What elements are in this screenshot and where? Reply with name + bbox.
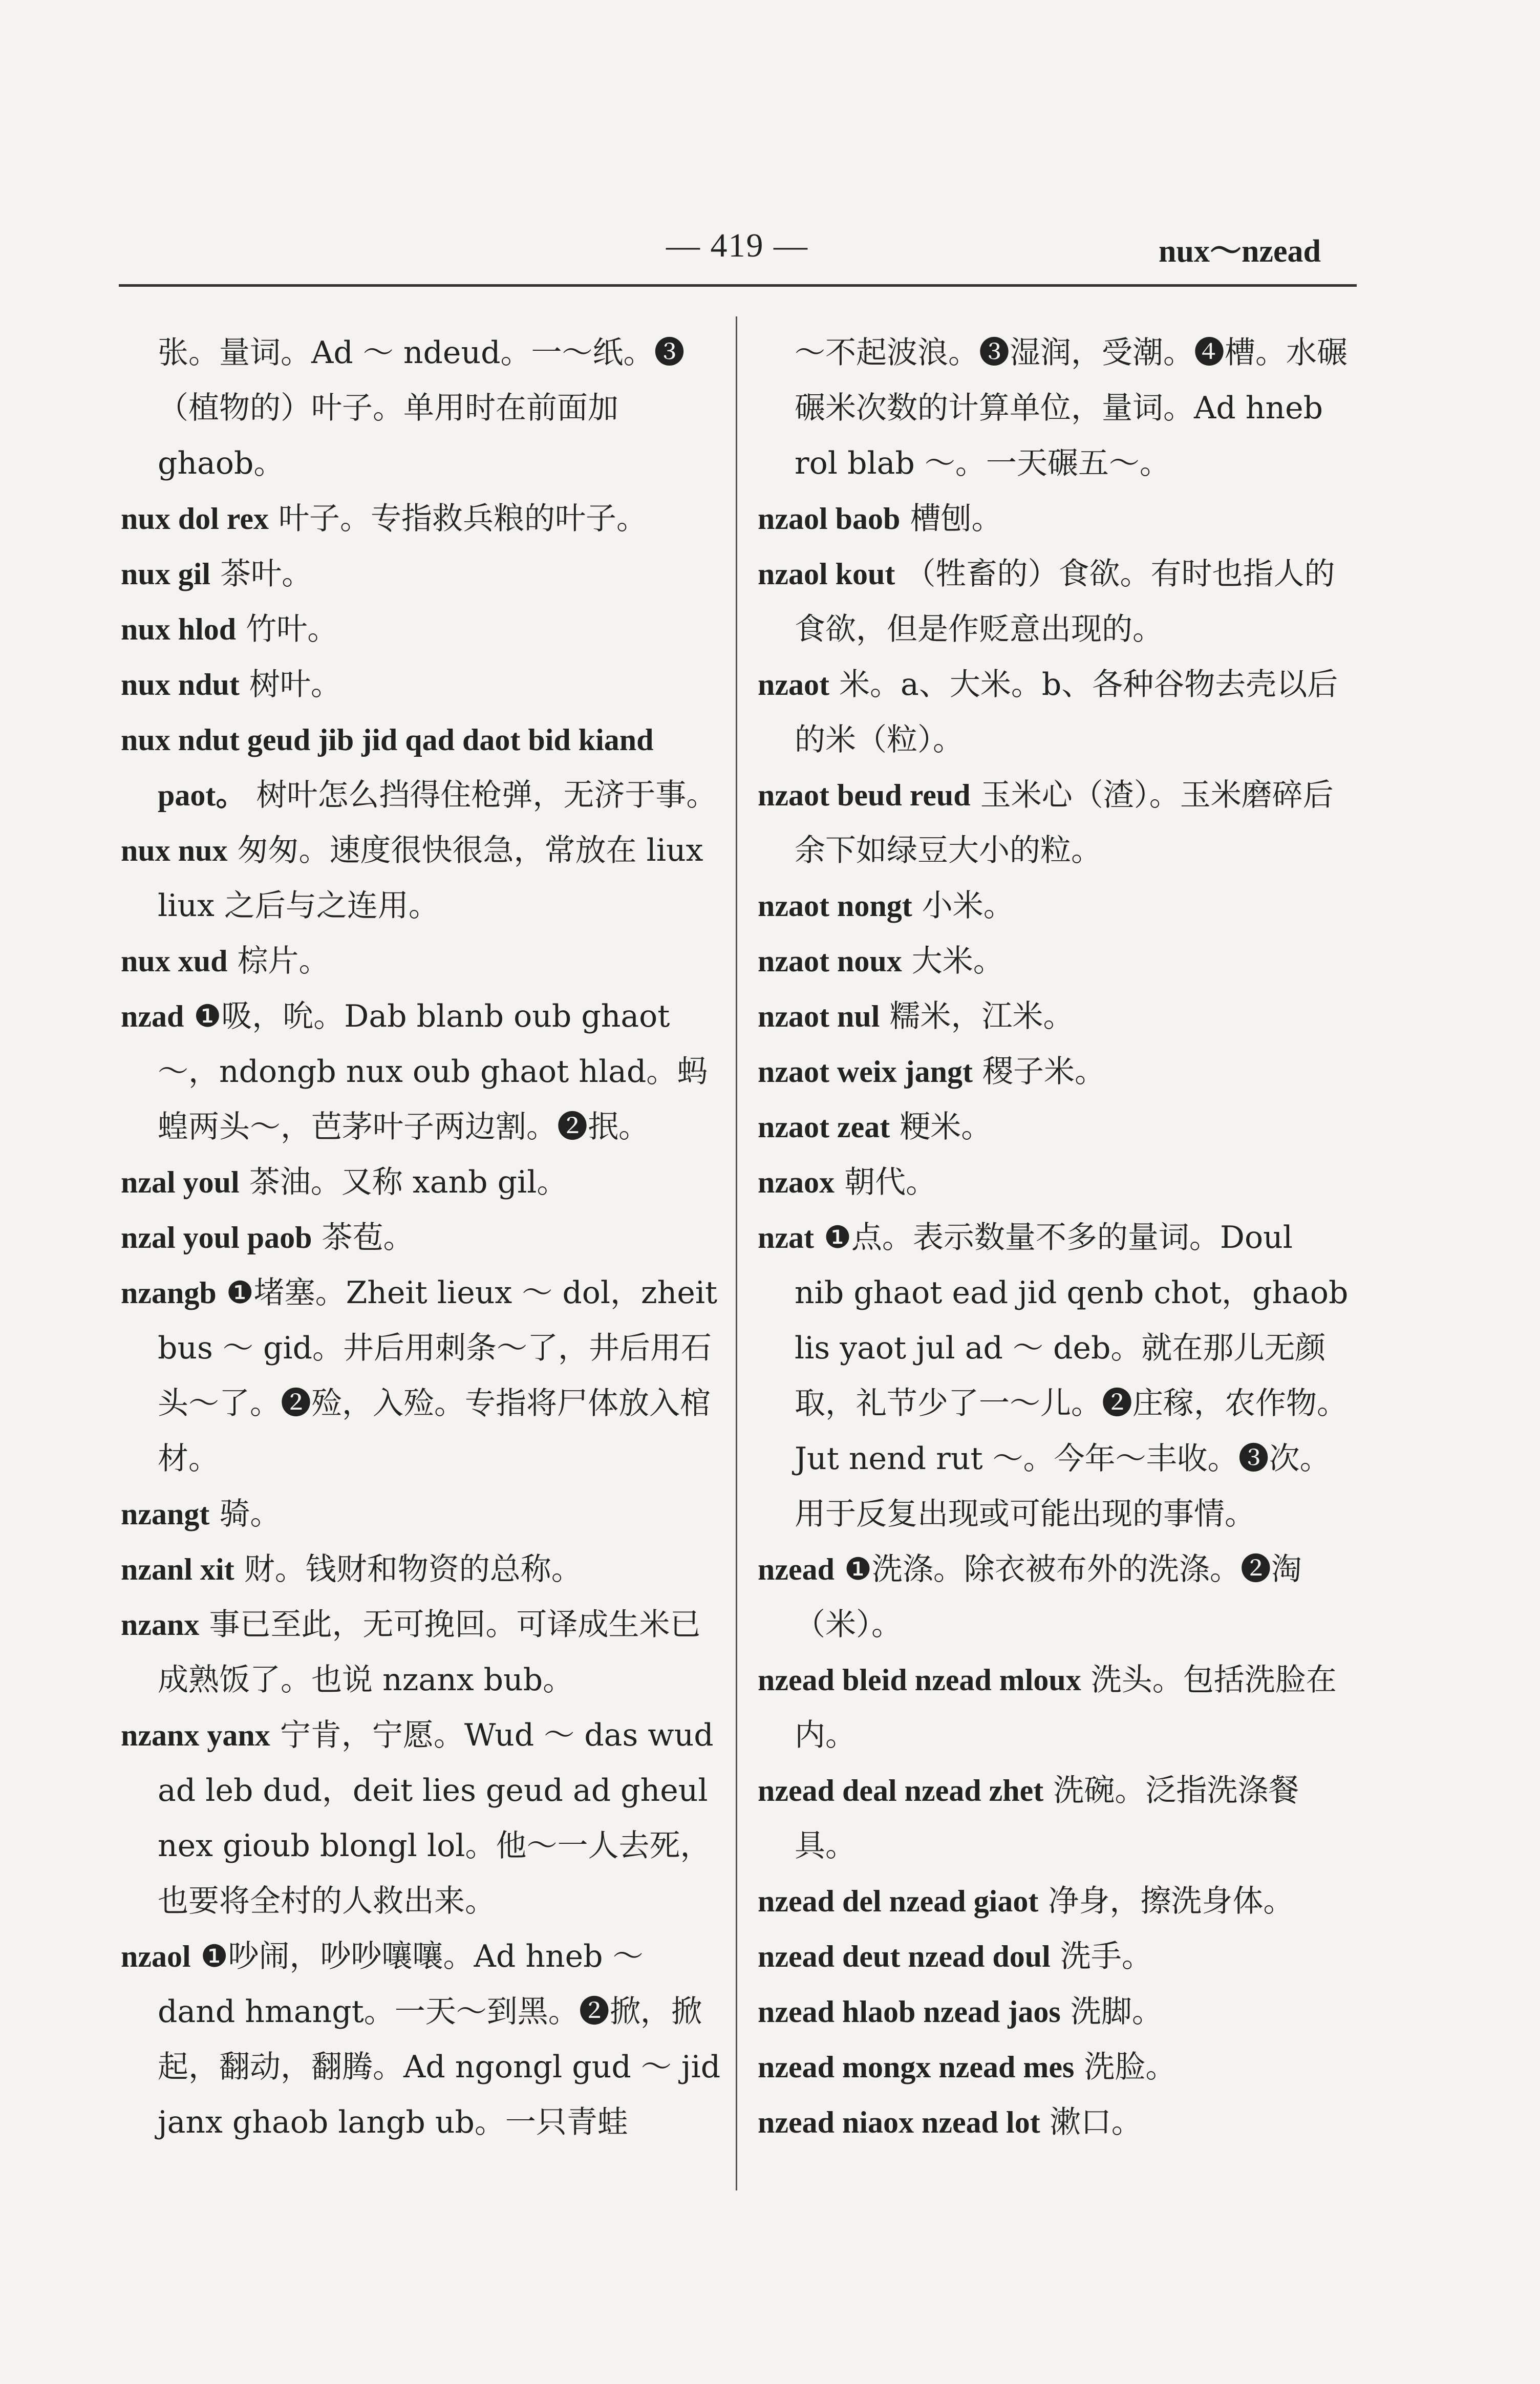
entry-headword: nzaol kout (758, 557, 895, 591)
entry-definition: ❶吸，吮。Dab blanb oub ghaot ～，ndongb nux oub ghaot hlad。蚂蝗两头～，芭茅叶子两边割。❷抿。 (158, 998, 708, 1145)
dictionary-entry (758, 546, 1352, 657)
entry-definition: 树叶。 (249, 667, 341, 703)
dictionary-entry (121, 989, 721, 1155)
entry-headword: nzead deut nzead doul (758, 1940, 1051, 1973)
entry-definition: 茶油。又称 xanb gil。 (249, 1164, 568, 1200)
dictionary-entry (758, 1984, 1352, 2039)
entry-headword: nzead (758, 1552, 835, 1586)
entry-headword: nux ndut geud jib jid qad daot bid kiand paot。 (121, 723, 654, 812)
dictionary-entry (758, 878, 1352, 933)
entry-definition: 净身，擦洗身体。 (1048, 1883, 1294, 1919)
column-divider (736, 316, 737, 2190)
entry-definition: 财。钱财和物资的总称。 (244, 1551, 582, 1587)
entry-headword: nzaol baob (758, 502, 901, 536)
entry-definition: 洗头。包括洗脸在内。 (795, 1662, 1337, 1753)
entry-definition: 稷子米。 (982, 1054, 1106, 1090)
entry-definition: 大米。 (911, 943, 1004, 979)
entry-definition: 树叶怎么挡得住枪弹，无济于事。 (256, 777, 717, 813)
dictionary-entry (121, 1542, 721, 1597)
dictionary-entry (758, 1044, 1352, 1099)
dictionary-entry (758, 1929, 1352, 1984)
entry-definition: 米。a、大米。b、各种谷物去壳以后的米（粒）。 (795, 667, 1338, 758)
entry-headword: nzaot zeat (758, 1110, 890, 1144)
dictionary-entry (758, 933, 1352, 989)
entry-definition: ～不起波浪。❸湿润，受潮。❹槽。水碾碾米次数的计算单位，量词。Ad hneb rol blab ～。一天碾五～。 (795, 335, 1348, 481)
dictionary-entry (121, 325, 721, 491)
entry-definition: 糯米，江米。 (889, 998, 1074, 1034)
entry-definition: 叶子。专指救兵粮的叶子。 (279, 501, 648, 537)
entry-definition: 茶叶。 (220, 556, 313, 592)
entry-headword: nzangt (121, 1497, 210, 1531)
entry-definition: 事已至此，无可挽回。可译成生米已成熟饭了。也说 nzanx bub。 (158, 1607, 701, 1698)
entry-definition: ❶吵闹，吵吵嚷嚷。Ad hneb ～ dand hmangt。一天～到黑。❷掀，掀起，翻动，翻腾。Ad ngongl gud ～ jid janx ghaob langb ub。一只青蛙 (158, 1939, 721, 2140)
entry-definition: 粳米。 (900, 1109, 992, 1145)
guide-words: nux～nzead (1159, 234, 1321, 269)
entry-definition: 匆匆。速度很快很急，常放在 liux liux 之后与之连用。 (158, 833, 703, 924)
dictionary-entry (121, 546, 721, 602)
entry-headword: nzanl xit (121, 1552, 234, 1586)
entry-definition: （牲畜的）食欲。有时也指人的食欲，但是作贬意出现的。 (795, 556, 1335, 647)
dictionary-entry (758, 1874, 1352, 1929)
entry-headword: nzanx (121, 1608, 200, 1642)
left-column (121, 325, 721, 2150)
page-number: — 419 — (666, 227, 808, 264)
entry-headword: nzead mongx nzead mes (758, 2050, 1075, 2084)
right-column (758, 325, 1352, 2150)
dictionary-entry (758, 1542, 1352, 1652)
dictionary-entry (121, 933, 721, 989)
entry-headword: nux dol rex (121, 502, 269, 536)
entry-definition: 洗碗。泛指洗涤餐具。 (795, 1773, 1299, 1864)
dictionary-entry (121, 1486, 721, 1542)
entry-definition: 漱口。 (1050, 2104, 1142, 2140)
header-rule (119, 284, 1357, 287)
dictionary-entry (758, 989, 1352, 1044)
entry-definition: 张。量词。Ad ～ ndeud。一～纸。❸（植物的）叶子。单用时在前面加 ghaob。 (158, 335, 685, 481)
dictionary-entry (121, 712, 721, 823)
entry-definition: 洗脸。 (1084, 2049, 1177, 2085)
entry-definition: 朝代。 (844, 1164, 937, 1200)
dictionary-entry (121, 1929, 721, 2150)
dictionary-entry (758, 768, 1352, 878)
entry-definition: ❶洗涤。除衣被布外的洗涤。❷淘（米）。 (795, 1551, 1302, 1643)
entry-headword: nzead bleid nzead mloux (758, 1663, 1081, 1697)
entry-headword: nzat (758, 1221, 814, 1254)
dictionary-entry (758, 657, 1352, 768)
dictionary-entry (121, 491, 721, 546)
entry-headword: nzead niaox nzead lot (758, 2105, 1040, 2139)
dictionary-entry (758, 2039, 1352, 2095)
entry-definition: 棕片。 (237, 943, 330, 979)
entry-headword: nzaot (758, 668, 829, 701)
dictionary-entry (758, 1652, 1352, 1763)
entry-headword: nzaol (121, 1940, 191, 1973)
dictionary-entry (758, 1155, 1352, 1210)
dictionary-entry (758, 1099, 1352, 1155)
dictionary-entry (121, 823, 721, 933)
dictionary-entry (758, 325, 1352, 491)
dictionary-entry (121, 1597, 721, 1708)
entry-headword: nzead del nzead giaot (758, 1884, 1039, 1918)
entry-headword: nzangb (121, 1276, 217, 1310)
dictionary-entry (121, 1708, 721, 1929)
entry-headword: nzal youl (121, 1165, 240, 1199)
entry-definition: 小米。 (922, 888, 1014, 924)
entry-headword: nzead hlaob nzead jaos (758, 1995, 1061, 2029)
entry-definition: 洗脚。 (1070, 1994, 1163, 2030)
dictionary-entry (758, 1763, 1352, 1874)
dictionary-entry (758, 2095, 1352, 2150)
entry-definition: 槽刨。 (910, 501, 1002, 537)
dictionary-entry (121, 1155, 721, 1210)
entry-definition: ❶点。表示数量不多的量词。Doul nib ghaot ead jid qenb chot，ghaob lis yaot jul ad ～ deb。就在那儿无颜取，礼节少了一～儿。❷庄稼，农作物。Jut nend rut ～。今年～丰收。❸次。用于反复出现或可能出现的事情。 (795, 1220, 1349, 1532)
entry-headword: nux xud (121, 944, 228, 978)
entry-definition: 宁肯，宁愿。Wud ～ das wud ad leb dud，deit lies geud ad gheul nex gioub blongl lol。他～一人去死，也要将全村的人救出来。 (158, 1717, 714, 1919)
entry-headword: nzaot nul (758, 999, 880, 1033)
entry-headword: nzanx yanx (121, 1718, 270, 1752)
dictionary-entry (758, 1210, 1352, 1542)
dictionary-entry (121, 602, 721, 657)
entry-headword: nzaox (758, 1165, 835, 1199)
entry-headword: nzaot noux (758, 944, 902, 978)
dictionary-entry (121, 657, 721, 712)
dictionary-entry (121, 1210, 721, 1265)
dictionary-entry (758, 491, 1352, 546)
entry-headword: nzead deal nzead zhet (758, 1774, 1044, 1807)
entry-definition: 骑。 (219, 1496, 281, 1532)
entry-headword: nzad (121, 999, 184, 1033)
entry-headword: nzaot weix jangt (758, 1055, 973, 1089)
entry-definition: 茶苞。 (322, 1220, 414, 1255)
entry-headword: nux gil (121, 557, 211, 591)
entry-headword: nzaot beud reud (758, 778, 971, 812)
entry-headword: nzal youl paob (121, 1221, 312, 1254)
entry-headword: nux hlod (121, 612, 237, 646)
entry-definition: 洗手。 (1060, 1939, 1152, 1974)
dictionary-entry (121, 1265, 721, 1486)
entry-definition: ❶堵塞。Zheit lieux ～ dol，zheit bus ～ gid。井后用刺条～了，井后用石头～了。❷殓，入殓。专指将尸体放入棺材。 (158, 1275, 718, 1477)
entry-definition: 竹叶。 (246, 611, 338, 647)
entry-definition: 玉米心（渣）。玉米磨碎后余下如绿豆大小的粒。 (795, 777, 1334, 868)
entry-headword: nux ndut (121, 668, 240, 701)
entry-headword: nux nux (121, 834, 228, 867)
entry-headword: nzaot nongt (758, 889, 912, 923)
